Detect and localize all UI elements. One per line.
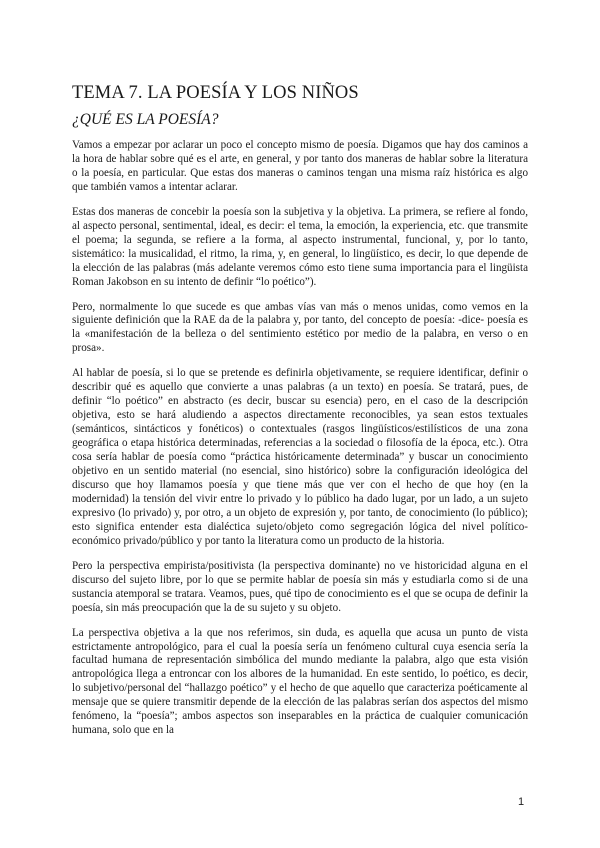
page-content <box>72 82 528 749</box>
paragraph-5: Pero la perspectiva empirista/positivista (la perspectiva dominante) no ve historicidad alguna en el discurso del sujeto libre, por lo que se permite hablar de poesía sin más y estudiarla como si de una sustancia atemporal se tratara. Veamos, pues, qué tipo de conocimiento es el que se ocupa de definir la poesía, sin más preocupación que la de su sujeto y su objeto. <box>72 559 528 614</box>
paragraph-4: Al hablar de poesía, si lo que se pretende es definirla objetivamente, se requiere identificar, definir o describir qué es aquello que convierte a unas palabras (a un texto) en poesía. Se tratará, pues, de definir “lo poético” en abstracto (es decir, buscar su esencia) pero, en el caso de la descripción objetiva, esto se hará aludiendo a aspectos directamente reconocibles, ya sean estos textuales (semánticos, sintácticos y fonéticos) o contextuales (rasgos lingüísticos/estilísticos de una zona geográfica o etapa histórica determinadas, referencias a la sociedad o filosofía de la época, etc.). Otra cosa sería hablar de poesía como “práctica históricamente determinada” y buscar un conocimiento objetivo en un sentido material (no esencial, sino histórico) sobre la configuración ideológica del discurso que hoy llamamos poesía y que tiene más que ver con el hecho de que hoy (en la modernidad) la tensión del vivir entre lo privado y lo público ha dado lugar, por un lado, a un sujeto expresivo (lo privado) y, por otro, a un objeto de expresión y, por tanto, de conocimiento (lo público); esto significa entender esta dialéctica sujeto/objeto como segregación lógica del nivel político-económico privado/público y por tanto la literatura como un producto de la historia. <box>72 367 528 547</box>
paragraph-2: Estas dos maneras de concebir la poesía son la subjetiva y la objetiva. La primera, se refiere al fondo, al aspecto personal, sentimental, ideal, es decir: el tema, la emoción, la experiencia, etc. que transmite el poema; la segunda, se refiere a la forma, al aspecto instrumental, funcional, y, por lo tanto, sistemático: la musicalidad, el ritmo, la rima, y, en general, lo lingüístico, es decir, lo que depende de la elección de las palabras (más adelante veremos cómo esto tiene suma importancia para el lingüista Roman Jakobson en su intento de definir “lo poético”). <box>72 205 528 288</box>
paragraph-3: Pero, normalmente lo que sucede es que ambas vías van más o menos unidas, como vemos en la siguiente definición que la RAE da de la palabra y, por tanto, del concepto de poesía: -dice- poesía es la «manifestación de la belleza o del sentimiento estético por medio de la palabra, en verso o en prosa». <box>72 300 528 355</box>
chapter-title: TEMA 7. LA POESÍA Y LOS NIÑOS <box>72 83 359 103</box>
section-heading: ¿QUÉ ES LA POESÍA? <box>72 111 219 128</box>
paragraph-6: La perspectiva objetiva a la que nos referimos, sin duda, es aquella que acusa un punto de vista estrictamente antropológico, para el cual la poesía sería un fenómeno cultural cuya esencia sería la facultad humana de representación simbólica del mundo mediante la palabra, algo que esta visión antropológica llega a entroncar con los albores de la humanidad. En este sentido, lo poético, es decir, lo subjetivo/personal del “hallazgo poético” y el hecho de que aquello que caracteriza poéticamente al mensaje que se quiere transmitir depende de la elección de las palabras serían dos aspectos del mismo fenómeno, la “poesía”; ambos aspectos son inseparables en la práctica de cualquier comunicación humana, solo que en la <box>72 626 528 737</box>
paragraph-1: Vamos a empezar por aclarar un poco el concepto mismo de poesía. Digamos que hay dos caminos a la hora de hablar sobre qué es el arte, en general, y por tanto dos maneras de hablar sobre la literatura o la poesía, en particular. Que estas dos maneras o caminos tengan una misma raíz histórica es algo que también vamos a intentar aclarar. <box>72 139 528 193</box>
page-number: 1 <box>518 796 525 808</box>
